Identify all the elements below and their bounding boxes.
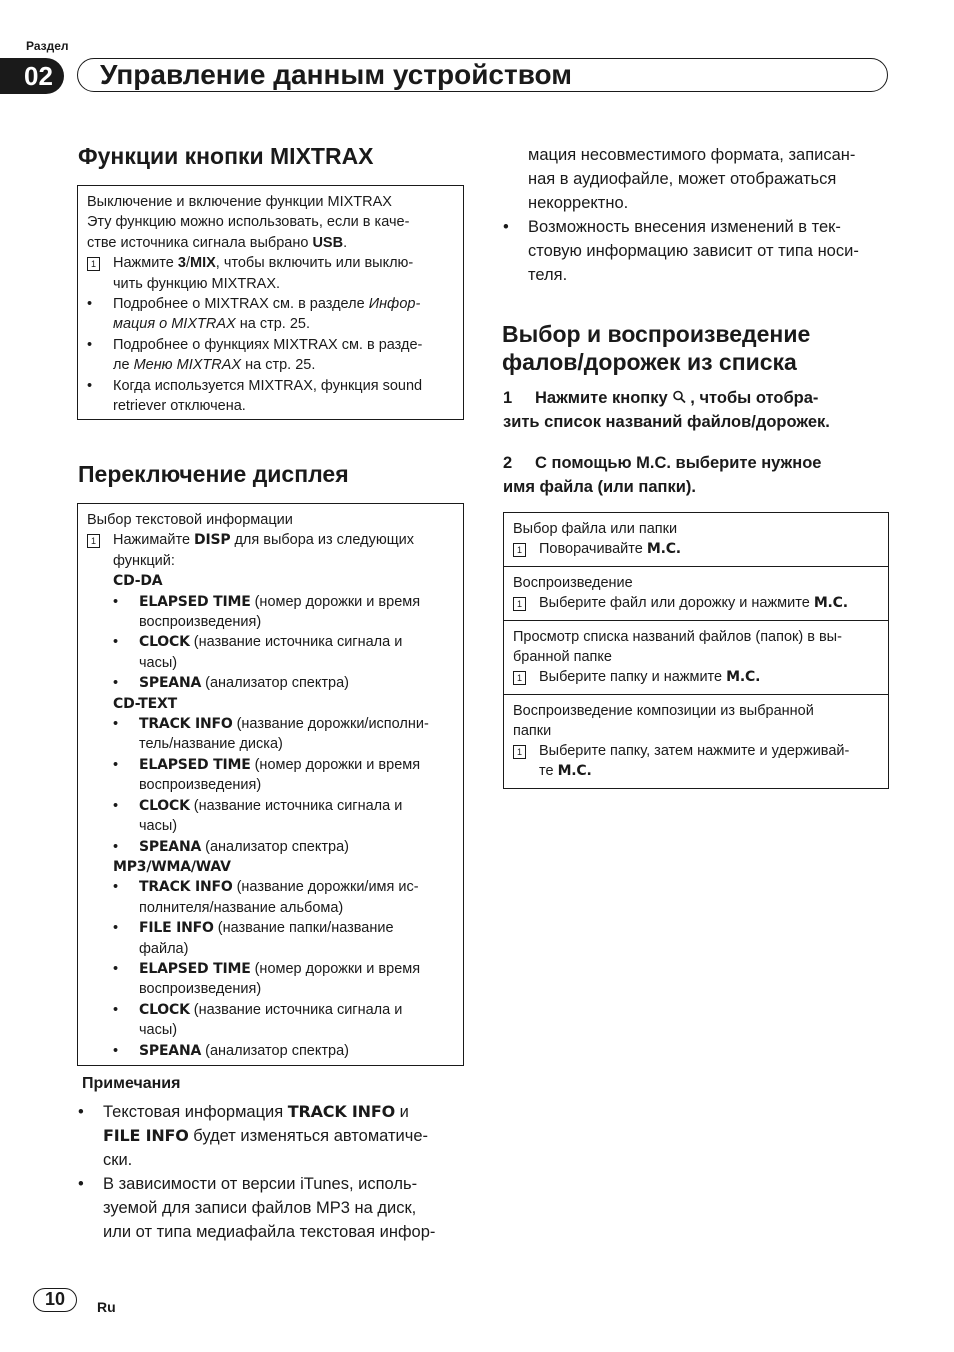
function-group-heading: MP3/WMA/WAV	[113, 858, 231, 875]
function-item: • CLOCK (название источника сигнала и часы)	[113, 797, 403, 835]
list-heading: Выбор и воспроизведение фалов/дорожек из списка	[502, 321, 811, 375]
search-icon	[672, 390, 690, 404]
step-marker: 1	[513, 671, 526, 685]
mixtrax-box-title: Выключение и включение функции MIXTRAX	[87, 194, 392, 210]
step-marker: 1	[513, 543, 526, 557]
table-row: Воспроизведение композиции из выбранной папки 1 Выберите папку, затем нажмите и удерживай- те M.C.	[504, 694, 888, 788]
display-box-title: Выбор текстовой информации	[87, 512, 293, 528]
note-2-continued: мация несовместимого формата, записан- ная в аудиофайле, может отображаться некорректно.	[528, 146, 856, 212]
function-item: • CLOCK (название источника сигнала и часы)	[113, 1001, 403, 1039]
step-marker: 1	[513, 597, 526, 611]
function-item: • SPEANA (анализатор спектра)	[113, 838, 349, 855]
function-item: • CLOCK (название источника сигнала и часы)	[113, 634, 403, 671]
step-marker: 1	[513, 745, 526, 759]
note-1: • Текстовая информация TRACK INFO и FILE INFO будет изменяться автоматиче- ски.	[78, 1102, 429, 1169]
section-number-badge: 02	[0, 58, 64, 94]
function-item: • ELAPSED TIME (номер дорожки и время воспроизведения)	[113, 593, 421, 631]
step-1: 1 Нажмите кнопку , чтобы отобра- зить список названий файлов/дорожек.	[503, 389, 830, 431]
function-item: • ELAPSED TIME (номер дорожки и время воспроизведения)	[113, 960, 421, 998]
language-code: Ru	[97, 1299, 116, 1315]
section-label: Раздел	[26, 39, 69, 53]
mixtrax-bullet-1: • Подробнее о MIXTRAX см. в разделе Инфор- мация о MIXTRAX на стр. 25.	[87, 296, 421, 333]
display-box	[77, 503, 464, 1066]
function-item: • FILE INFO (название папки/название файла)	[113, 920, 394, 957]
notes	[78, 1100, 466, 1244]
notes-continued	[503, 143, 893, 287]
function-group-heading: CD-DA	[113, 573, 163, 590]
display-step: 1 Нажимайте DISP для выбора из следующих функций:	[87, 530, 454, 571]
step-2: 2 С помощью M.C. выберите нужное имя файла (или папки).	[503, 454, 822, 496]
mixtrax-intro: Эту функцию можно использовать, если в каче-	[87, 214, 410, 231]
mixtrax-step: 1 Нажмите 3/MIX, чтобы включить или выклю- чить функцию MIXTRAX.	[87, 253, 454, 294]
function-item: • TRACK INFO (название дорожки/исполни- тель/название диска)	[113, 716, 429, 753]
mixtrax-heading: Функции кнопки MIXTRAX	[78, 143, 374, 169]
mixtrax-bullet-3: • Когда используется MIXTRAX, функция sound retriever отключена.	[87, 377, 423, 415]
note-2: • В зависимости от версии iTunes, исполь- зуемой для записи файлов MP3 на диск, или от типа медиафайла текстовая инфор-	[78, 1175, 436, 1241]
display-function-list	[87, 571, 454, 1061]
mixtrax-bullet-2: • Подробнее о функциях MIXTRAX см. в разде- ле Меню MIXTRAX на стр. 25.	[87, 336, 423, 374]
function-item: • ELAPSED TIME (номер дорожки и время воспроизведения)	[113, 756, 421, 794]
function-item: • SPEANA (анализатор спектра)	[113, 675, 349, 692]
table-row: Воспроизведение 1 Выберите файл или дорожку и нажмите M.C.	[504, 566, 888, 620]
display-heading: Переключение дисплея	[78, 461, 349, 487]
chapter-title: Управление данным устройством	[77, 58, 888, 92]
function-item: • SPEANA (анализатор спектра)	[113, 1042, 349, 1059]
function-item: • TRACK INFO (название дорожки/имя ис- полнителя/название альбома)	[113, 879, 419, 916]
table-row: Просмотр списка названий файлов (папок) в вы- бранной папке 1 Выберите папку и нажмите M.C.	[504, 620, 888, 694]
mixtrax-intro-2: стве источника сигнала выбрано USB.	[87, 234, 348, 251]
step-marker: 1	[87, 534, 100, 548]
note-3: • Возможность внесения изменений в тек- стовую информацию зависит от типа носи- теля.	[503, 218, 859, 284]
step-marker: 1	[87, 257, 100, 271]
function-group-heading: CD-TEXT	[113, 695, 177, 712]
notes-title: Примечания	[82, 1075, 181, 1092]
table-row: Выбор файла или папки 1 Поворачивайте M.C.	[513, 521, 681, 557]
operations-table	[503, 512, 889, 789]
page-number: 10	[33, 1288, 77, 1312]
mixtrax-box	[77, 185, 464, 420]
